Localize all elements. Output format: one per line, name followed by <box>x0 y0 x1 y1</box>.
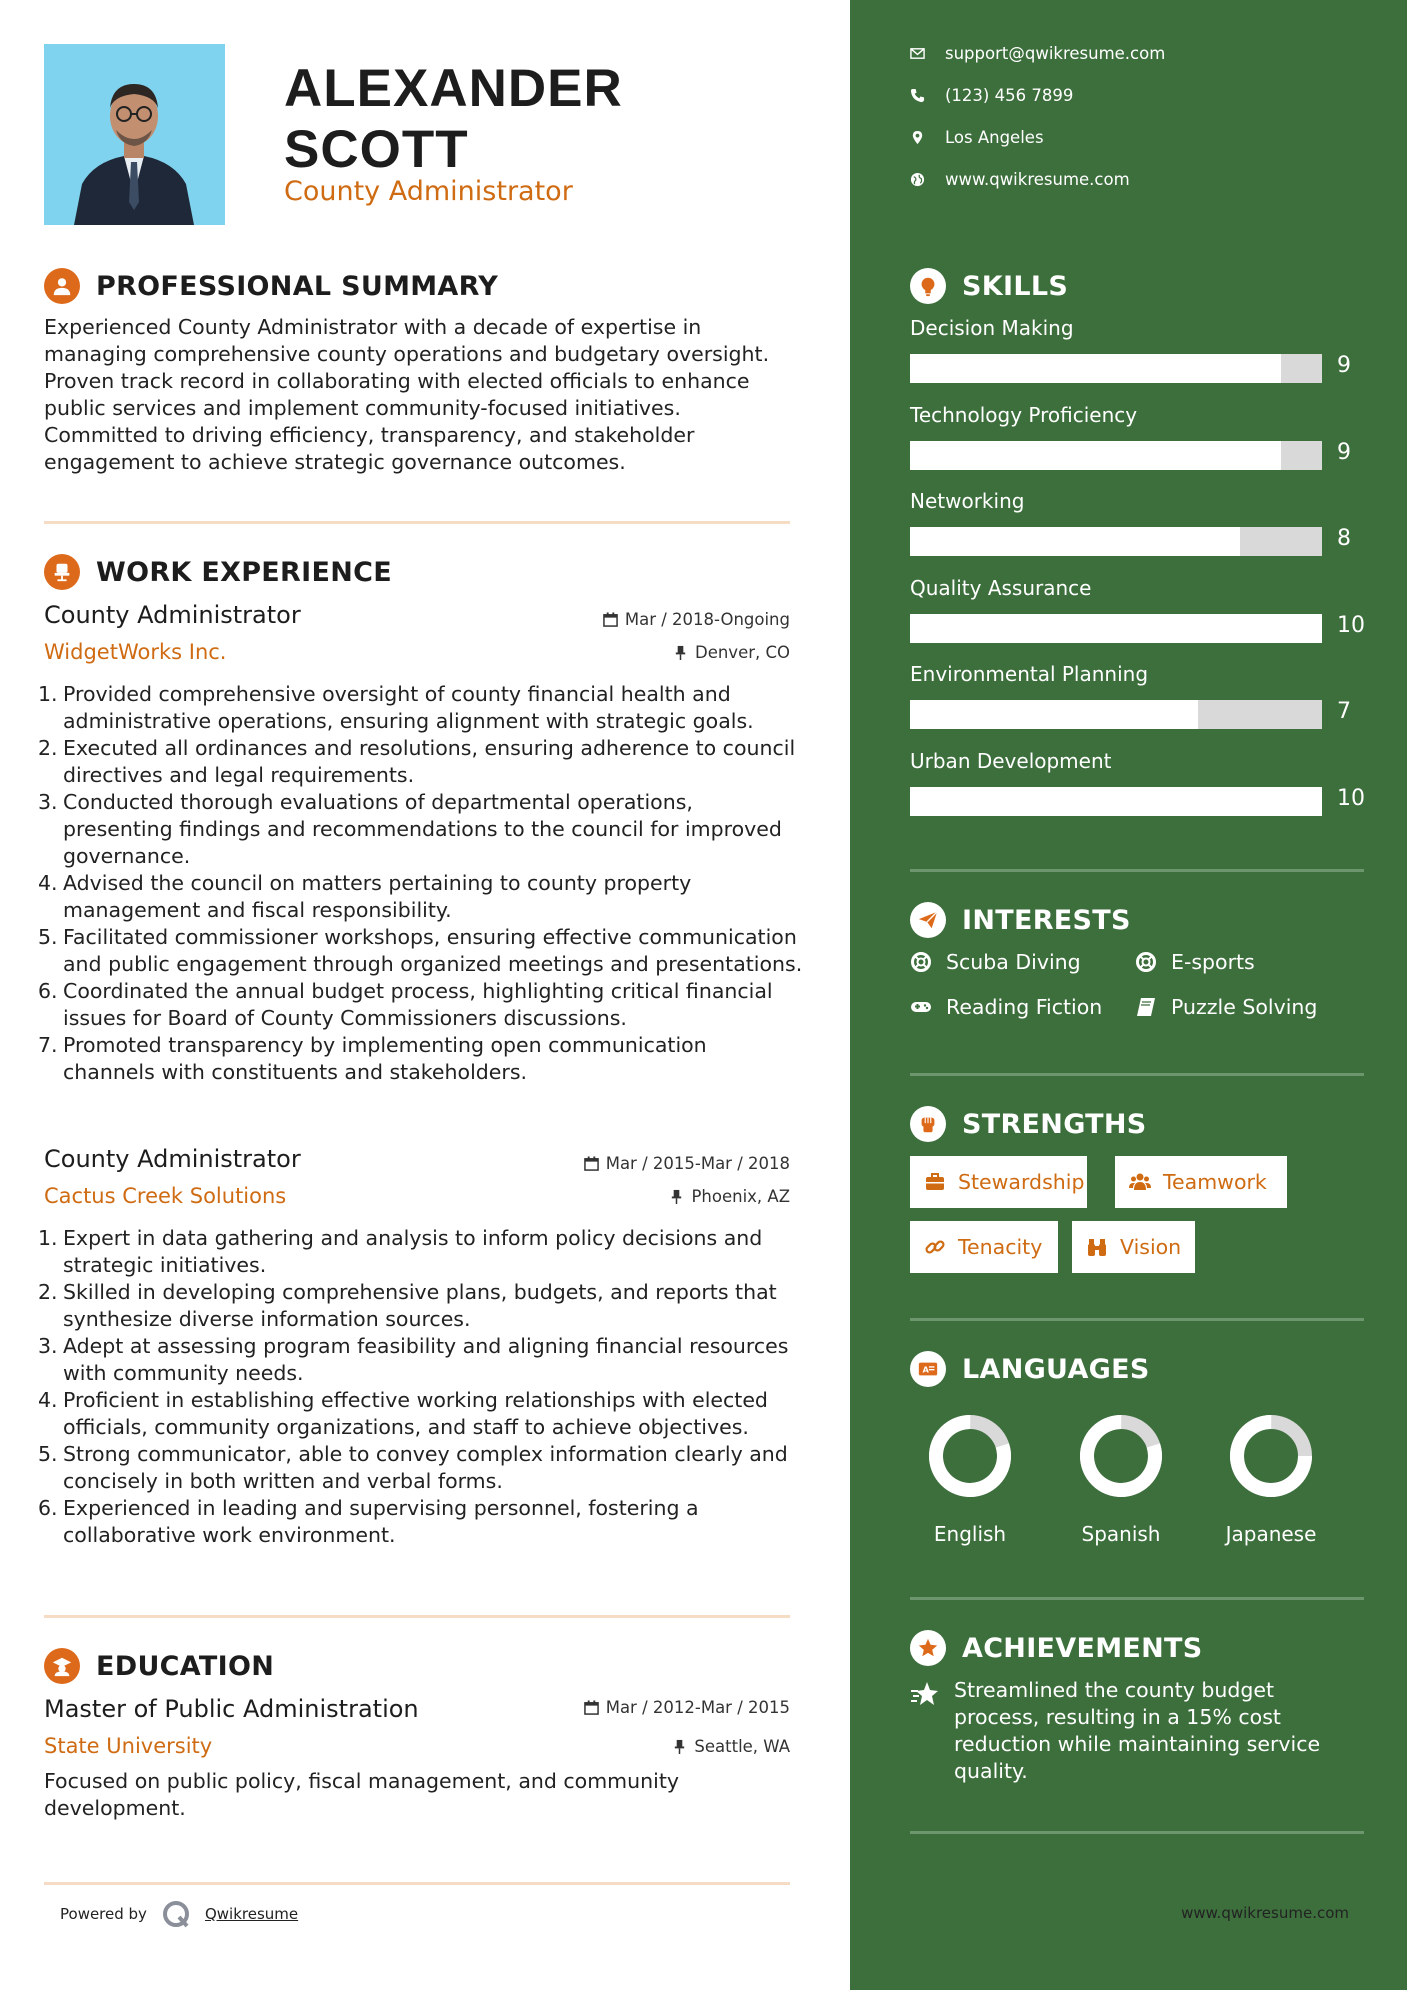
interest-item <box>910 950 1081 974</box>
calendar-icon <box>603 612 618 627</box>
list-item: 2. Skilled in developing comprehensive plans, budgets, and reports that synthesize diverse information sources. <box>38 1280 777 1331</box>
lifebuoy-icon <box>910 951 946 973</box>
svg-text:A: A <box>922 1364 929 1375</box>
sidebar-divider <box>910 1318 1364 1321</box>
summary-heading <box>44 268 498 304</box>
skill-bar <box>910 441 1322 470</box>
interest-item <box>1135 950 1255 974</box>
interest-label: Scuba Diving <box>946 950 1081 974</box>
list-item: 6. Experienced in leading and supervising personnel, fostering a collaborative work environment. <box>38 1496 699 1547</box>
skill-name: Quality Assurance <box>910 575 1092 600</box>
education-location-text: Seattle, WA <box>694 1737 790 1756</box>
skill-bar-fill <box>910 354 1281 383</box>
skill-bar-fill <box>910 614 1322 643</box>
strengths-heading <box>910 1106 1147 1142</box>
skills-heading <box>910 268 1068 304</box>
achievement-text: Streamlined the county budget process, resulting in a 15% cost reduction while maintaining service quality. <box>954 1678 1321 1783</box>
star-badge-icon <box>910 1630 946 1666</box>
strengths-title: STRENGTHS <box>962 1108 1147 1140</box>
work-heading <box>44 554 392 590</box>
job-date-text: Mar / 2015-Mar / 2018 <box>605 1154 790 1173</box>
paper-plane-icon <box>910 902 946 938</box>
achievements-title: ACHIEVEMENTS <box>962 1632 1203 1664</box>
language-item <box>1046 1414 1196 1546</box>
list-item: 5. Facilitated commissioner workshops, ensuring effective communication and public engagement through organized meetings and presentations. <box>38 925 803 976</box>
job-title: County Administrator <box>44 1145 301 1173</box>
skill-value: 8 <box>1337 526 1351 551</box>
fist-icon <box>910 1106 946 1142</box>
job-location <box>669 1187 790 1206</box>
contact-email[interactable] <box>910 44 1165 63</box>
job-location-text: Phoenix, AZ <box>691 1187 790 1206</box>
section-divider <box>44 521 790 524</box>
languages-title: LANGUAGES <box>962 1353 1150 1385</box>
skill-value: 9 <box>1337 439 1351 465</box>
list-item: 6. Coordinated the annual budget process, highlighting critical financial issues for Board of County Commissioners discussions. <box>38 979 773 1030</box>
work-title: WORK EXPERIENCE <box>96 556 392 588</box>
interest-item <box>910 995 1102 1019</box>
pin-icon <box>672 1739 687 1754</box>
contact-location-text: Los Angeles <box>945 128 1044 147</box>
skills-title: SKILLS <box>962 270 1069 302</box>
job-date <box>603 610 790 629</box>
education-date <box>584 1698 790 1717</box>
lifebuoy-icon <box>1135 951 1171 973</box>
language-name: English <box>933 1522 1007 1546</box>
interest-label: Puzzle Solving <box>1171 995 1318 1019</box>
users-icon <box>1129 1171 1163 1193</box>
contact-phone[interactable] <box>910 86 1073 105</box>
school-name: State University <box>44 1734 213 1758</box>
interests-title: INTERESTS <box>962 904 1131 936</box>
calendar-icon <box>584 1156 599 1171</box>
job-role: County Administrator <box>284 176 573 207</box>
strength-label: Vision <box>1120 1235 1182 1259</box>
skill-bar <box>910 527 1322 556</box>
list-item: 2. Executed all ordinances and resolutions, ensuring adherence to council directives and legal requirements. <box>38 736 796 787</box>
sidebar-divider <box>910 1831 1364 1834</box>
education-heading <box>44 1648 274 1684</box>
summary-text: Experienced County Administrator with a decade of expertise in managing comprehensive county operations and budgetary oversight. Proven track record in collaborating with elected officials to enhance public services and implement community-focused initiatives. Committed to driving efficiency, transparency, and stakeholder engagement to achieve strategic governance outcomes. <box>44 315 770 474</box>
skill-value: 10 <box>1337 785 1365 811</box>
contact-phone-text: (123) 456 7899 <box>945 86 1074 105</box>
qwikresume-link[interactable]: Qwikresume <box>204 1905 299 1923</box>
contact-email-text: support@qwikresume.com <box>945 44 1166 63</box>
phone-icon <box>910 88 925 103</box>
profile-photo <box>44 44 225 225</box>
binoculars-icon <box>1086 1236 1120 1258</box>
skill-bar-fill <box>910 700 1198 729</box>
strength-tag <box>1072 1221 1195 1273</box>
language-donut <box>1079 1414 1163 1498</box>
list-item: 3. Adept at assessing program feasibility and aligning financial resources with community needs. <box>38 1334 789 1385</box>
name-line-last: SCOTT <box>284 120 469 179</box>
footer-url[interactable]: www.qwikresume.com <box>1181 1904 1349 1922</box>
language-donut <box>928 1414 1012 1498</box>
name-line-first: ALEXANDER <box>284 59 623 118</box>
graduate-icon <box>44 1648 80 1684</box>
list-item: 7. Promoted transparency by implementing open communication channels with constituents and stakeholders. <box>38 1033 707 1084</box>
skill-bar <box>910 614 1322 643</box>
skill-value: 9 <box>1337 353 1351 378</box>
list-item: 5. Strong communicator, able to convey complex information clearly and concisely in both written and verbal forms. <box>38 1442 788 1493</box>
user-icon <box>44 268 80 304</box>
strength-label: Teamwork <box>1163 1170 1267 1194</box>
skill-bar-fill <box>910 441 1281 470</box>
skill-name: Environmental Planning <box>910 662 1149 686</box>
skill-value: 10 <box>1337 612 1365 638</box>
interest-label: E-sports <box>1171 950 1255 974</box>
language-item <box>895 1414 1045 1546</box>
language-name: Japanese <box>1225 1522 1317 1546</box>
job-location-text: Denver, CO <box>694 643 790 662</box>
section-divider <box>44 1615 790 1618</box>
summary-title: PROFESSIONAL SUMMARY <box>96 270 499 302</box>
star-icon <box>910 1679 940 1709</box>
candidate-name <box>284 58 804 180</box>
skill-name: Decision Making <box>910 316 1074 340</box>
skill-name: Technology Proficiency <box>910 402 1138 427</box>
briefcase-icon <box>924 1171 958 1193</box>
sidebar-divider <box>910 869 1364 872</box>
list-item: 4. Proficient in establishing effective working relationships with elected officials, community organizations, and staff to achieve objectives. <box>38 1388 768 1439</box>
sidebar-divider <box>910 1597 1364 1600</box>
calendar-icon <box>584 1700 599 1715</box>
book-icon <box>1135 996 1171 1018</box>
language-icon <box>910 1351 946 1387</box>
list-item: 4. Advised the council on matters pertaining to county property management and fiscal responsibility. <box>38 871 692 922</box>
job-company: Cactus Creek Solutions <box>44 1184 287 1208</box>
interests-heading <box>910 902 1131 938</box>
job-company: WidgetWorks Inc. <box>44 640 227 664</box>
link-icon <box>924 1236 958 1258</box>
list-item: 3. Conducted thorough evaluations of departmental operations, presenting findings and recommendations to the council for improved governance. <box>38 790 782 868</box>
job-location <box>673 643 790 662</box>
job-responsibilities <box>38 1225 804 1549</box>
lightbulb-icon <box>910 268 946 304</box>
job-responsibilities <box>38 681 804 1086</box>
strength-label: Stewardship <box>958 1170 1085 1194</box>
skill-value: 7 <box>1337 699 1351 724</box>
contact-website[interactable] <box>910 170 1130 189</box>
job-date <box>584 1154 790 1173</box>
education-location <box>672 1737 790 1756</box>
language-name: Spanish <box>1081 1522 1161 1546</box>
pin-icon <box>673 645 688 660</box>
pin-icon <box>669 1189 684 1204</box>
sidebar-divider <box>910 1073 1364 1076</box>
degree-title: Master of Public Administration <box>44 1695 419 1723</box>
job-title: County Administrator <box>44 601 301 629</box>
skill-name: Networking <box>910 489 1025 513</box>
strength-tag <box>910 1221 1058 1273</box>
skill-bar <box>910 354 1322 383</box>
job-date-text: Mar / 2018-Ongoing <box>624 610 790 629</box>
education-title: EDUCATION <box>96 1650 275 1682</box>
contact-location <box>910 128 1044 147</box>
map-pin-icon <box>910 130 925 145</box>
gamepad-icon <box>910 996 946 1018</box>
skill-bar <box>910 700 1322 729</box>
education-date-text: Mar / 2012-Mar / 2015 <box>605 1698 790 1717</box>
skill-name: Urban Development <box>910 748 1112 773</box>
skill-bar-fill <box>910 787 1322 816</box>
strength-tag <box>910 1156 1087 1208</box>
interest-item <box>1135 995 1317 1019</box>
contact-website-text: www.qwikresume.com <box>945 170 1130 189</box>
list-item: 1. Provided comprehensive oversight of county financial health and administrative operations, ensuring alignment with strategic goals. <box>38 682 754 733</box>
language-item <box>1196 1414 1346 1546</box>
strength-tag <box>1115 1156 1287 1208</box>
chair-icon <box>44 554 80 590</box>
section-divider <box>44 1882 790 1885</box>
interest-label: Reading Fiction <box>946 995 1103 1019</box>
skill-bar <box>910 787 1322 816</box>
achievements-heading <box>910 1630 1203 1666</box>
list-item: 1. Expert in data gathering and analysis to inform policy decisions and strategic initiatives. <box>38 1226 763 1277</box>
powered-by-label: Powered by <box>60 1905 147 1923</box>
achievement-item <box>910 1677 1350 1785</box>
skill-bar-fill <box>910 527 1240 556</box>
language-donut <box>1229 1414 1313 1498</box>
languages-heading <box>910 1351 1150 1387</box>
strength-label: Tenacity <box>958 1235 1043 1259</box>
globe-icon <box>910 172 925 187</box>
education-description: Focused on public policy, fiscal management, and community development. <box>44 1769 679 1820</box>
envelope-icon <box>910 46 925 61</box>
qwikresume-logo-icon <box>161 1899 191 1929</box>
powered-by <box>60 1899 298 1929</box>
